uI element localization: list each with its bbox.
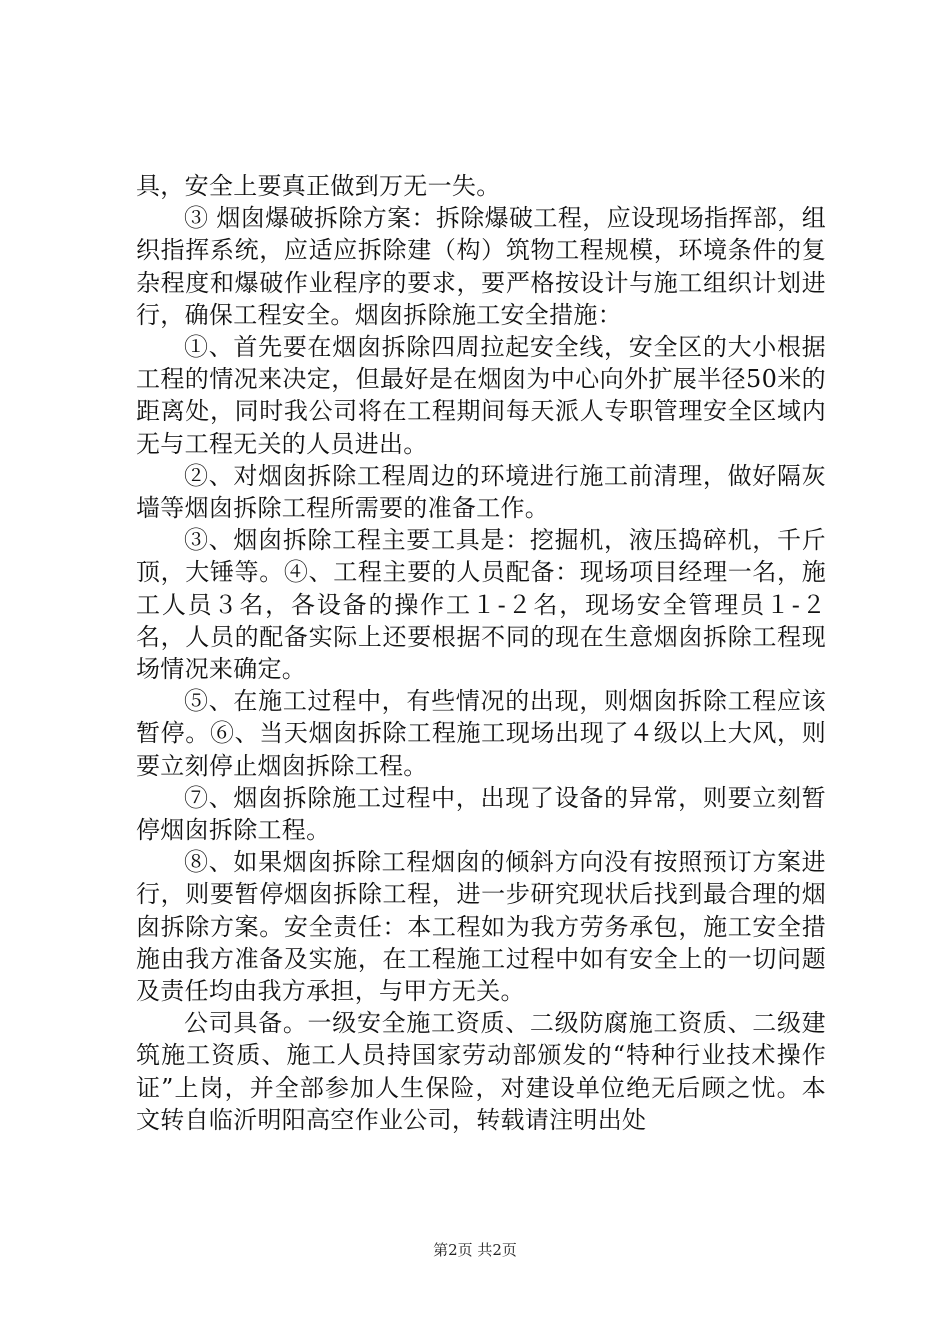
paragraph-company-qualifications: 公司具备。一级安全施工资质、二级防腐施工资质、二级建筑施工资质、施工人员持国家劳动部颁发的“特种行业技术操作证”上岗，并全部参加人生保险，对建设单位绝无后顾之忧。本文转自临沂明阳高空作业公司，转载请注明出处: [136, 1009, 826, 1134]
page-footer: 第2页 共2页: [433, 1241, 517, 1259]
document-body: [136, 170, 826, 1136]
paragraph-equipment-anomaly: ⑦、烟囱拆除施工过程中，出现了设备的异常，则要立刻暂停烟囱拆除工程。: [136, 783, 826, 845]
paragraph-continuation: 具，安全上要真正做到万无一失。: [136, 172, 501, 200]
paragraph-demolition-plan: ③ 烟囱爆破拆除方案：拆除爆破工程，应设现场指挥部，组织指挥系统，应适应拆除建（构）筑物工程规模，环境条件的复杂程度和爆破作业程序的要求，要严格按设计与施工组织计划进行，确保工程安全。烟囱拆除施工安全措施：: [136, 204, 826, 329]
paragraph-pause-conditions: ⑤、在施工过程中，有些情况的出现，则烟囱拆除工程应该暂停。⑥、当天烟囱拆除工程施工现场出现了４级以上大风，则要立刻停止烟囱拆除工程。: [136, 687, 826, 780]
paragraph-site-clearing: ②、对烟囱拆除工程周边的环境进行施工前清理，做好隔灰墙等烟囱拆除工程所需要的准备工作。: [136, 461, 826, 523]
paragraph-tools-staffing: ③、烟囱拆除工程主要工具是：挖掘机，液压捣碎机，千斤顶，大锤等。④、工程主要的人员配备：现场项目经理一名，施工人员３名，各设备的操作工１-２名，现场安全管理员１-２名，人员的配备实际上还要根据不同的现在生意烟囱拆除工程现场情况来确定。: [136, 526, 826, 684]
paragraph-safety-line: ①、首先要在烟囱拆除四周拉起安全线，安全区的大小根据工程的情况来决定，但最好是在烟囱为中心向外扩展半径50米的距离处，同时我公司将在工程期间每天派人专职管理安全区域内无与工程无关的人员进出。: [136, 333, 826, 458]
paragraph-tilt-direction: ⑧、如果烟囱拆除工程烟囱的倾斜方向没有按照预订方案进行，则要暂停烟囱拆除工程，进一步研究现状后找到最合理的烟囱拆除方案。安全责任：本工程如为我方劳务承包，施工安全措施由我方准备及实施，在工程施工过程中如有安全上的一切问题及责任均由我方承担，与甲方无关。: [136, 848, 826, 1006]
